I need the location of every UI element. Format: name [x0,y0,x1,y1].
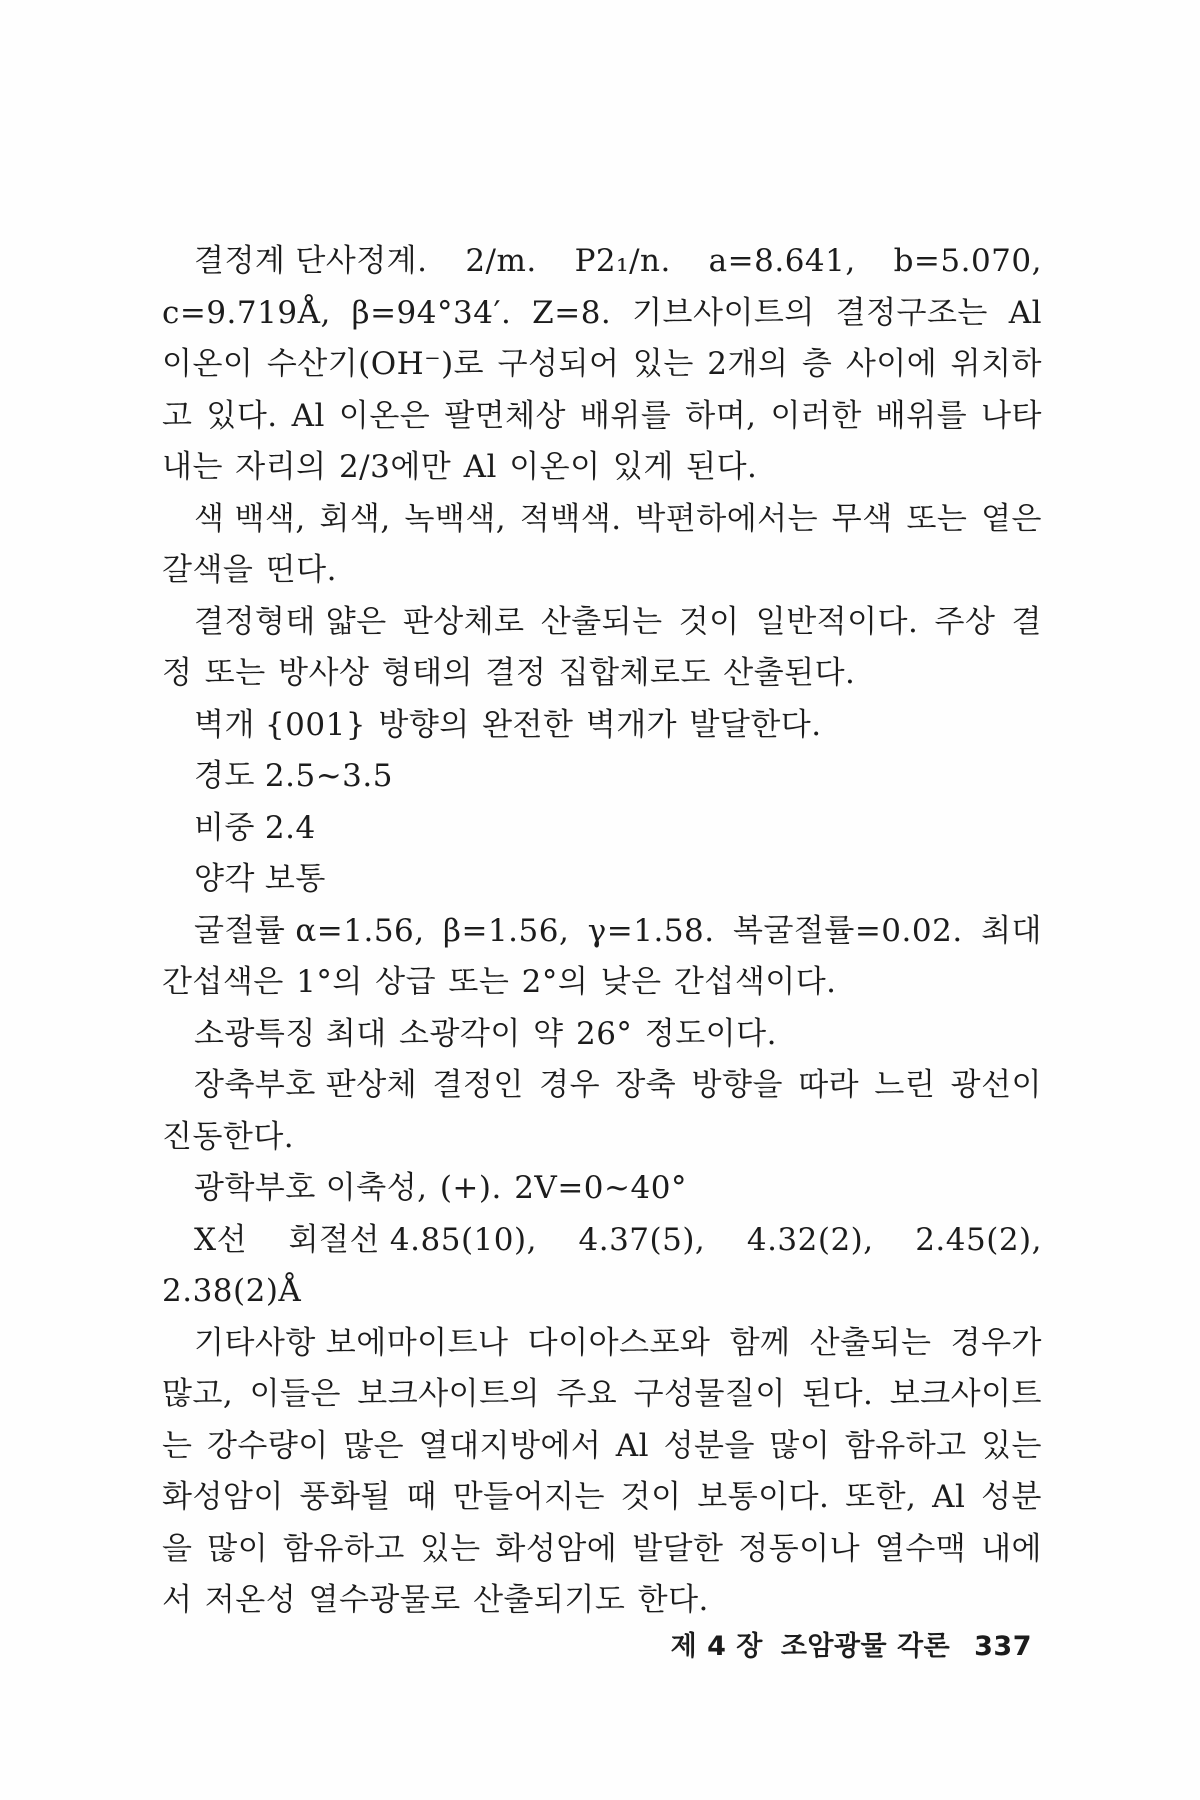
mineral-description [162,236,1042,1627]
para-color [162,494,1042,597]
para-remarks [162,1318,1042,1627]
text-crystal-system: 단사정계. 2/m. P2₁/n. a=8.641, b=5.070, c=9.719Å, β=94°34′. Z=8. 기브사이트의 결정구조는 Al 이온이 수산기(OH⁻)로 구성되어 있는 2개의 층 사이에 위치하고 있다. Al 이온은 팔면체상 배위를 하며, 이러한 배위를 나타내는 자리의 2/3에만 Al 이온이 있게 된다. [162,243,1042,485]
label-optic-sign: 광학부호 [194,1170,316,1206]
label-hardness: 경도 [194,758,255,794]
page-number: 337 [974,1631,1032,1662]
para-refractive-index [162,906,1042,1009]
text-xray: 4.85(10), 4.37(5), 4.32(2), 2.45(2), 2.38(2)Å [162,1221,1042,1309]
label-habit: 결정형태 [194,603,316,640]
para-specific-gravity [162,803,1042,855]
label-xray: X선 회절선 [194,1221,380,1258]
para-cleavage [162,700,1042,752]
text-habit: 얇은 판상체로 산출되는 것이 일반적이다. 주상 결정 또는 방사상 형태의 결정 집합체로도 산출된다. [162,603,1042,691]
label-cleavage: 벽개 [194,706,255,743]
text-hardness: 2.5~3.5 [264,758,393,794]
text-optic-sign: 이축성, (+). 2V=0~40° [325,1170,687,1206]
text-relief: 보통 [264,861,326,897]
para-elongation [162,1060,1042,1163]
para-crystal-system [162,236,1042,494]
label-elongation: 장축부호 [194,1067,316,1103]
para-xray [162,1215,1042,1318]
text-cleavage: {001} 방향의 완전한 벽개가 발달한다. [264,706,822,743]
label-color: 색 [194,500,225,537]
text-remarks: 보에마이트나 다이아스포와 함께 산출되는 경우가 많고, 이들은 보크사이트의 주요 구성물질이 된다. 보크사이트는 강수량이 많은 열대지방에서 Al 성분을 많이 함유하고 있는 화성암이 풍화될 때 만들어지는 것이 보통이다. 또한, Al 성분을 많이 함유하고 있는 화성암에 발달한 정동이나 열수맥 내에서 저온성 열수광물로 산출되기도 한다. [162,1324,1042,1618]
label-remarks: 기타사항 [194,1324,316,1361]
para-habit [162,597,1042,700]
page-footer [671,1624,1032,1663]
label-relief: 양각 [194,861,255,897]
para-relief [162,854,1042,906]
text-extinction: 최대 소광각이 약 26° 정도이다. [325,1015,777,1052]
footer-chapter: 제 4 장 [670,1631,763,1662]
text-specific-gravity: 2.4 [264,809,316,846]
para-extinction [162,1009,1042,1061]
text-elongation: 판상체 결정인 경우 장축 방향을 따라 느린 광선이 진동한다. [162,1067,1042,1155]
para-hardness [162,751,1042,803]
text-refractive-index: α=1.56, β=1.56, γ=1.58. 복굴절률=0.02. 최대 간섭색은 1°의 상급 또는 2°의 낮은 간섭색이다. [162,912,1042,1000]
label-refractive-index: 굴절률 [194,912,286,949]
para-optic-sign [162,1163,1042,1215]
label-crystal-system: 결정계 [194,243,286,279]
footer-title: 조암광물 각론 [780,1631,951,1662]
text-color: 백색, 회색, 녹백색, 적백색. 박편하에서는 무색 또는 옅은 갈색을 띤다. [162,500,1042,588]
label-specific-gravity: 비중 [194,809,255,846]
label-extinction: 소광특징 [194,1015,316,1052]
